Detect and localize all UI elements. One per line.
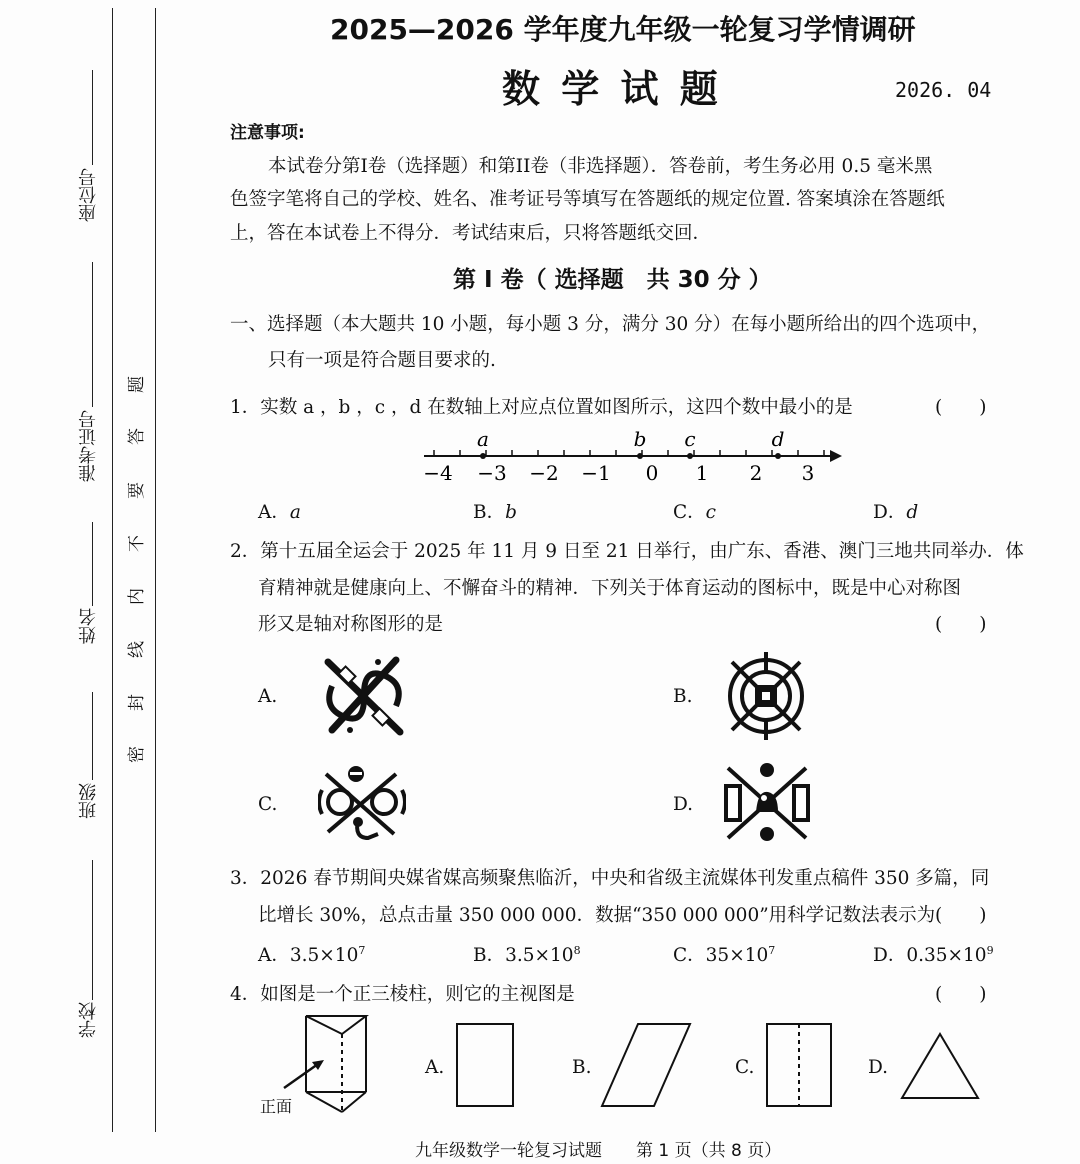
exam-id-blank xyxy=(92,262,93,407)
arrow-right-icon xyxy=(830,450,842,462)
q4-figure-c xyxy=(765,1022,835,1110)
q4-text: 4．如图是一个正三棱柱，则它的主视图是 xyxy=(230,984,575,1005)
tick-label: −4 xyxy=(423,461,453,485)
seat-number-blank xyxy=(92,70,93,165)
seat-number-label: 座位号 xyxy=(78,168,99,222)
q1-option-d[interactable]: D．d xyxy=(873,502,919,523)
tick-label: 2 xyxy=(749,461,763,485)
q1-option-b[interactable]: B．b xyxy=(473,502,517,523)
arrow-icon xyxy=(312,1060,324,1070)
q3-text: 3．2026 春节期间央媒省媒高频聚焦临沂，中央和省级主流媒体刊发重点稿件 350 多篇，同 xyxy=(230,868,990,889)
name-blank xyxy=(92,522,93,606)
q3-text: 比增长 30%，总点击量 350 000 000．数据“350 000 000”用科学记数法表示为 xyxy=(258,905,936,926)
tick-label: 1 xyxy=(695,461,709,485)
tick-label: −3 xyxy=(477,461,507,485)
notice-heading: 注意事项: xyxy=(230,123,305,143)
q4-figure-d xyxy=(900,1030,982,1102)
seal-char: 不 xyxy=(127,535,147,552)
q2-text: 形又是轴对称图形的是 xyxy=(258,614,444,635)
point-label-b: b xyxy=(633,427,647,451)
sport-icon-b xyxy=(722,652,810,740)
section-title: 第 I 卷（ 选择题 共 30 分 ） xyxy=(453,267,772,293)
q4-answer-bracket: ( ) xyxy=(935,984,987,1005)
front-view-label: 正面 xyxy=(260,1097,293,1116)
q3-option-b[interactable]: B．$3.5\times 10^8$ xyxy=(473,943,581,966)
q1-text: 1．实数 a ，b ，c ，d 在数轴上对应点位置如图所示，这四个数中最小的是 xyxy=(230,397,853,418)
seal-char: 内 xyxy=(127,588,147,605)
seal-char: 题 xyxy=(127,376,147,393)
q4-figure-a xyxy=(455,1022,517,1110)
seal-char: 要 xyxy=(127,482,147,499)
sport-icon-d xyxy=(722,760,812,846)
seal-char: 封 xyxy=(127,694,147,711)
q4-figure-b xyxy=(600,1022,692,1110)
q3-option-c[interactable]: C．$35\times 10^7$ xyxy=(673,943,776,966)
tick-label: 0 xyxy=(645,461,659,485)
subject-title: 数 学 试 题 xyxy=(502,66,722,111)
point-a xyxy=(480,453,486,459)
q4-option-b[interactable]: B. xyxy=(572,1057,592,1078)
notice-line: 色签字笔将自己的学校、姓名、准考证号等填写在答题纸的规定位置. 答案填涂在答题纸 xyxy=(230,189,945,210)
q1-answer-bracket: ( ) xyxy=(935,397,987,418)
q2-text: 育精神就是健康向上、不懈奋斗的精神．下列关于体育运动的图标中，既是中心对称图 xyxy=(258,578,962,599)
point-c xyxy=(687,453,693,459)
tick-label: −2 xyxy=(529,461,559,485)
exam-id-label: 准考证号 xyxy=(78,410,99,482)
notice-line: 上，答在本试卷上不得分．考试结束后，只将答题纸交回． xyxy=(230,223,712,244)
q2-text: 2．第十五届全运会于 2025 年 11 月 9 日至 21 日举行，由广东、香港、澳门三地共同举办．体 xyxy=(230,541,1024,562)
seal-char: 答 xyxy=(127,428,147,445)
number-line xyxy=(410,420,850,492)
point-b xyxy=(637,453,643,459)
point-d xyxy=(775,453,781,459)
q3-option-d[interactable]: D．$0.35\times 10^9$ xyxy=(873,943,994,966)
q2-answer-bracket: ( ) xyxy=(935,614,987,635)
sport-icon-c xyxy=(318,762,406,844)
notice-line: 本试卷分第I卷（选择题）和第II卷（非选择题）．答卷前，考生务必用 0.5 毫米黑 xyxy=(268,156,933,177)
exam-title: 2025—2026 学年度九年级一轮复习学情调研 xyxy=(330,13,916,46)
class-blank xyxy=(92,692,93,780)
school-label: 学校 xyxy=(78,1002,99,1038)
q4-option-a[interactable]: A. xyxy=(425,1057,445,1078)
q2-option-a[interactable]: A. xyxy=(258,686,278,707)
tick-label: 3 xyxy=(801,461,815,485)
seal-char: 密 xyxy=(127,746,147,763)
q2-option-b[interactable]: B. xyxy=(673,686,693,707)
q3-answer-bracket: ( ) xyxy=(935,905,987,926)
seal-char: 线 xyxy=(127,641,147,658)
exam-date: 2026. 04 xyxy=(895,78,992,102)
q1-option-c[interactable]: C．c xyxy=(673,502,717,523)
q2-option-d[interactable]: D. xyxy=(673,794,694,815)
q3-option-a[interactable]: A．$3.5\times 10^7$ xyxy=(258,943,366,966)
binding-line-inner xyxy=(155,8,156,1132)
binding-line-outer xyxy=(112,8,113,1132)
section-instruction: 只有一项是符合题目要求的. xyxy=(268,350,496,371)
section-instruction: 一、选择题（本大题共 10 小题，每小题 3 分，满分 30 分）在每小题所给出的四个选项中， xyxy=(230,314,991,335)
point-label-c: c xyxy=(684,427,696,451)
q4-option-c[interactable]: C. xyxy=(735,1057,755,1078)
page-footer: 九年级数学一轮复习试题 第 1 页（共 8 页） xyxy=(415,1141,782,1161)
q4-option-d[interactable]: D. xyxy=(868,1057,889,1078)
sport-icon-a xyxy=(318,652,410,740)
q2-option-c[interactable]: C. xyxy=(258,794,278,815)
point-label-a: a xyxy=(477,427,489,451)
class-label: 班级 xyxy=(78,783,99,819)
school-blank xyxy=(92,860,93,1000)
name-label: 姓名 xyxy=(78,608,99,644)
point-label-d: d xyxy=(771,427,785,451)
tick-label: −1 xyxy=(581,461,611,485)
q1-option-a[interactable]: A．a xyxy=(258,502,301,523)
